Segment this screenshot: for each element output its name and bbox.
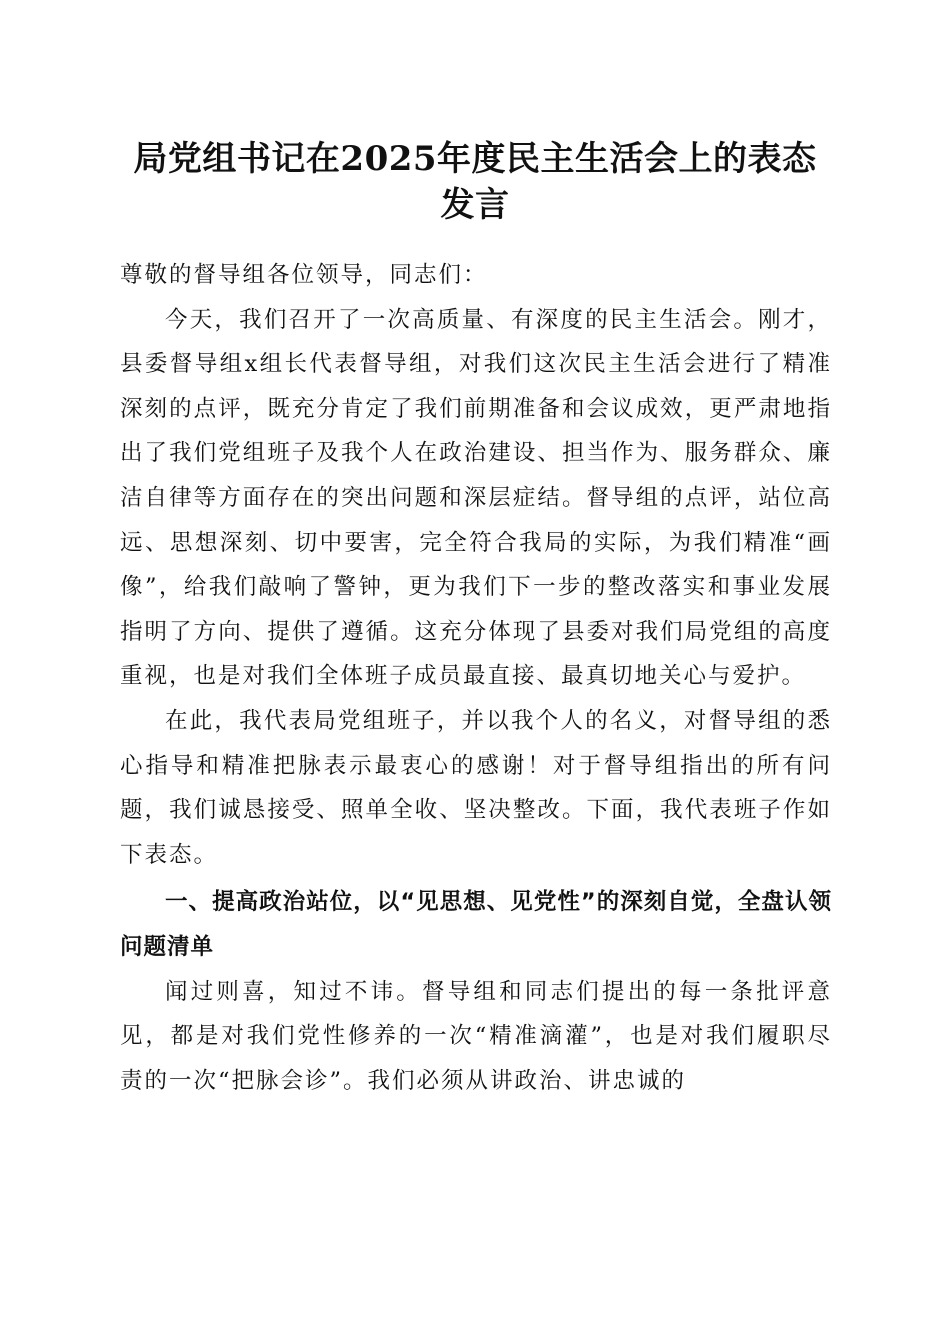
title-line-2: 发言 xyxy=(440,185,510,225)
document-body xyxy=(120,253,832,1103)
salutation: 尊敬的督导组各位领导，同志们： xyxy=(120,262,488,288)
paragraph-thanks: 在此，我代表局党组班子，并以我个人的名义，对督导组的悉心指导和精准把脉表示最衷心的感谢！对于督导组指出的所有问题，我们诚恳接受、照单全收、坚决整改。下面，我代表班子作如下表态。 xyxy=(120,707,832,868)
section-heading-1: 一、提高政治站位，以“见思想、见党性”的深刻自觉，全盘认领问题清单 xyxy=(120,889,832,960)
paragraph-section-1: 闻过则喜，知过不讳。督导组和同志们提出的每一条批评意见，都是对我们党性修养的一次“精准滴灌”，也是对我们履职尽责的一次“把脉会诊”。我们必须从讲政治、讲忠诚的 xyxy=(120,978,832,1094)
paragraph-opening: 今天，我们召开了一次高质量、有深度的民主生活会。刚才，县委督导组x组长代表督导组，对我们这次民主生活会进行了精准深刻的点评，既充分肯定了我们前期准备和会议成效，更严肃地指出了我们党组班子及我个人在政治建设、担当作为、服务群众、廉洁自律等方面存在的突出问题和深层症结。督导组的点评，站位高远、思想深刻、切中要害，完全符合我局的实际，为我们精准“画像”，给我们敲响了警钟，更为我们下一步的整改落实和事业发展指明了方向、提供了遵循。这充分体现了县委对我们局党组的高度重视，也是对我们全体班子成员最直接、最真切地关心与爱护。 xyxy=(120,306,832,690)
title-line-1: 局党组书记在2025年度民主生活会上的表态 xyxy=(133,139,817,179)
document-title xyxy=(110,136,840,228)
